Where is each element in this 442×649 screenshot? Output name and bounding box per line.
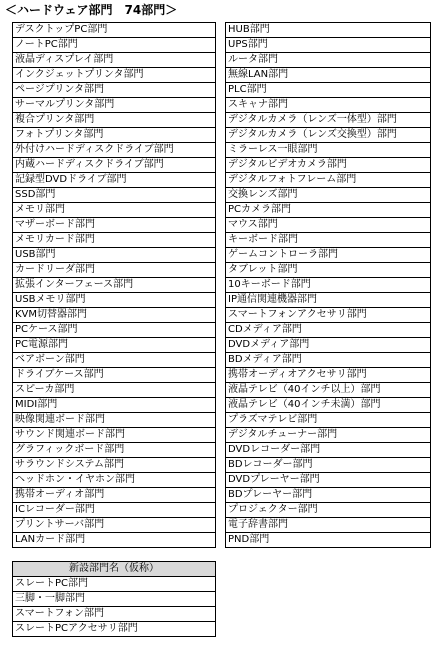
table-row — [13, 473, 216, 488]
table-row — [13, 518, 216, 533]
category-cell: スマートフォン部門 — [13, 607, 216, 622]
category-cell: DVDレコーダー部門 — [226, 443, 431, 458]
category-cell: サラウンドシステム部門 — [13, 458, 216, 473]
category-cell: デスクトップPC部門 — [13, 23, 216, 38]
page-title: ＜ハードウェア部門 74部門＞ — [5, 3, 178, 17]
category-cell: ゲームコントローラ部門 — [226, 248, 431, 263]
category-cell: DVDプレーヤー部門 — [226, 473, 431, 488]
table-row — [13, 607, 216, 622]
category-cell: プリントサーバ部門 — [13, 518, 216, 533]
table-row — [226, 83, 431, 98]
category-cell: キーボード部門 — [226, 233, 431, 248]
category-cell: PCケース部門 — [13, 323, 216, 338]
category-cell: 外付けハードディスクドライブ部門 — [13, 143, 216, 158]
category-cell: ノートPC部門 — [13, 38, 216, 53]
category-cell: 拡張インターフェース部門 — [13, 278, 216, 293]
table-row — [226, 533, 431, 548]
table-row — [226, 68, 431, 83]
category-cell: PC電源部門 — [13, 338, 216, 353]
category-cell: メモリ部門 — [13, 203, 216, 218]
table-row — [226, 383, 431, 398]
table-row — [13, 338, 216, 353]
category-cell: BDメディア部門 — [226, 353, 431, 368]
table-row — [226, 413, 431, 428]
table-row — [13, 233, 216, 248]
table-row — [13, 293, 216, 308]
table-row — [13, 428, 216, 443]
table-row — [13, 98, 216, 113]
category-cell: スレートPCアクセサリ部門 — [13, 622, 216, 637]
category-cell: BDレコーダー部門 — [226, 458, 431, 473]
category-cell: HUB部門 — [226, 23, 431, 38]
category-cell: MIDI部門 — [13, 398, 216, 413]
category-cell: デジタルカメラ（レンズ一体型）部門 — [226, 113, 431, 128]
table-row — [226, 188, 431, 203]
category-cell: デジタルカメラ（レンズ交換型）部門 — [226, 128, 431, 143]
table-row — [13, 263, 216, 278]
table-row — [226, 158, 431, 173]
table-row — [226, 23, 431, 38]
new-category-header: 新設部門名（仮称） — [13, 562, 216, 577]
table-row — [226, 173, 431, 188]
table-row — [226, 458, 431, 473]
table-row — [13, 143, 216, 158]
table-row — [13, 53, 216, 68]
table-row — [226, 263, 431, 278]
table-row — [13, 488, 216, 503]
category-cell: スピーカ部門 — [13, 383, 216, 398]
table-row — [13, 83, 216, 98]
category-cell: 交換レンズ部門 — [226, 188, 431, 203]
table-row — [13, 443, 216, 458]
category-cell: ベアボーン部門 — [13, 353, 216, 368]
table-row — [226, 353, 431, 368]
table-row — [226, 128, 431, 143]
table-row — [13, 592, 216, 607]
category-cell: 内蔵ハードディスクドライブ部門 — [13, 158, 216, 173]
category-cell: インクジェットプリンタ部門 — [13, 68, 216, 83]
category-cell: PCカメラ部門 — [226, 203, 431, 218]
category-cell: プロジェクター部門 — [226, 503, 431, 518]
table-row — [226, 203, 431, 218]
table-row — [13, 368, 216, 383]
table-row — [13, 248, 216, 263]
table-row — [226, 308, 431, 323]
table-row — [226, 53, 431, 68]
category-cell: マウス部門 — [226, 218, 431, 233]
category-cell: デジタルフォトフレーム部門 — [226, 173, 431, 188]
category-cell: ページプリンタ部門 — [13, 83, 216, 98]
category-cell: KVM切替器部門 — [13, 308, 216, 323]
table-row — [13, 308, 216, 323]
table-row — [226, 38, 431, 53]
table-row — [226, 398, 431, 413]
table-row — [13, 158, 216, 173]
category-cell: スマートフォンアクセサリ部門 — [226, 308, 431, 323]
category-cell: CDメディア部門 — [226, 323, 431, 338]
category-cell: サーマルプリンタ部門 — [13, 98, 216, 113]
category-cell: フォトプリンタ部門 — [13, 128, 216, 143]
category-cell: ミラーレス一眼部門 — [226, 143, 431, 158]
table-row — [13, 188, 216, 203]
category-cell: 三脚・一脚部門 — [13, 592, 216, 607]
table-row — [226, 473, 431, 488]
category-cell: PLC部門 — [226, 83, 431, 98]
category-cell: スレートPC部門 — [13, 577, 216, 592]
table-row — [13, 577, 216, 592]
category-cell: USBメモリ部門 — [13, 293, 216, 308]
category-cell: PND部門 — [226, 533, 431, 548]
category-cell: 映像関連ボード部門 — [13, 413, 216, 428]
category-cell: プラズマテレビ部門 — [226, 413, 431, 428]
category-cell: デジタルチューナー部門 — [226, 428, 431, 443]
category-cell: LANカード部門 — [13, 533, 216, 548]
table-row — [13, 323, 216, 338]
category-cell: IP通信関連機器部門 — [226, 293, 431, 308]
table-row — [226, 368, 431, 383]
category-cell: DVDメディア部門 — [226, 338, 431, 353]
table-row — [13, 383, 216, 398]
category-cell: 携帯オーディオ部門 — [13, 488, 216, 503]
category-table-left — [12, 22, 216, 548]
table-row — [226, 278, 431, 293]
table-row — [226, 98, 431, 113]
table-row — [13, 38, 216, 53]
category-cell: 10キーボード部門 — [226, 278, 431, 293]
category-cell: ヘッドホン・イヤホン部門 — [13, 473, 216, 488]
table-row — [226, 443, 431, 458]
table-row — [13, 218, 216, 233]
table-row — [226, 518, 431, 533]
table-row — [13, 23, 216, 38]
table-row — [13, 278, 216, 293]
table-row — [226, 503, 431, 518]
category-cell: USB部門 — [13, 248, 216, 263]
category-cell: カードリーダ部門 — [13, 263, 216, 278]
table-row — [13, 533, 216, 548]
table-row — [226, 338, 431, 353]
table-row — [226, 113, 431, 128]
table-header-row — [13, 562, 216, 577]
category-cell: タブレット部門 — [226, 263, 431, 278]
table-row — [13, 68, 216, 83]
category-cell: 電子辞書部門 — [226, 518, 431, 533]
category-cell: メモリカード部門 — [13, 233, 216, 248]
table-row — [226, 488, 431, 503]
category-cell: ルータ部門 — [226, 53, 431, 68]
category-cell: 複合プリンタ部門 — [13, 113, 216, 128]
category-cell: UPS部門 — [226, 38, 431, 53]
table-row — [226, 323, 431, 338]
category-cell: サウンド関連ボード部門 — [13, 428, 216, 443]
table-row — [226, 428, 431, 443]
category-cell: BDプレーヤー部門 — [226, 488, 431, 503]
category-cell: ICレコーダー部門 — [13, 503, 216, 518]
table-row — [13, 398, 216, 413]
table-row — [226, 233, 431, 248]
category-cell: 無線LAN部門 — [226, 68, 431, 83]
table-row — [13, 503, 216, 518]
table-row — [13, 203, 216, 218]
table-row — [226, 143, 431, 158]
category-cell: 携帯オーディオアクセサリ部門 — [226, 368, 431, 383]
category-cell: グラフィックボード部門 — [13, 443, 216, 458]
table-row — [226, 218, 431, 233]
category-cell: 記録型DVDドライブ部門 — [13, 173, 216, 188]
category-cell: デジタルビデオカメラ部門 — [226, 158, 431, 173]
table-row — [13, 173, 216, 188]
table-row — [13, 113, 216, 128]
table-row — [226, 248, 431, 263]
table-row — [13, 458, 216, 473]
category-cell: SSD部門 — [13, 188, 216, 203]
category-table-right — [225, 22, 431, 548]
category-cell: マザーボード部門 — [13, 218, 216, 233]
table-row — [13, 622, 216, 637]
new-category-table — [12, 561, 216, 637]
category-cell: スキャナ部門 — [226, 98, 431, 113]
table-row — [13, 413, 216, 428]
table-row — [13, 353, 216, 368]
table-row — [226, 293, 431, 308]
category-cell: 液晶テレビ（40インチ未満）部門 — [226, 398, 431, 413]
category-cell: 液晶テレビ（40インチ以上）部門 — [226, 383, 431, 398]
category-cell: 液晶ディスプレイ部門 — [13, 53, 216, 68]
table-row — [13, 128, 216, 143]
category-cell: ドライブケース部門 — [13, 368, 216, 383]
